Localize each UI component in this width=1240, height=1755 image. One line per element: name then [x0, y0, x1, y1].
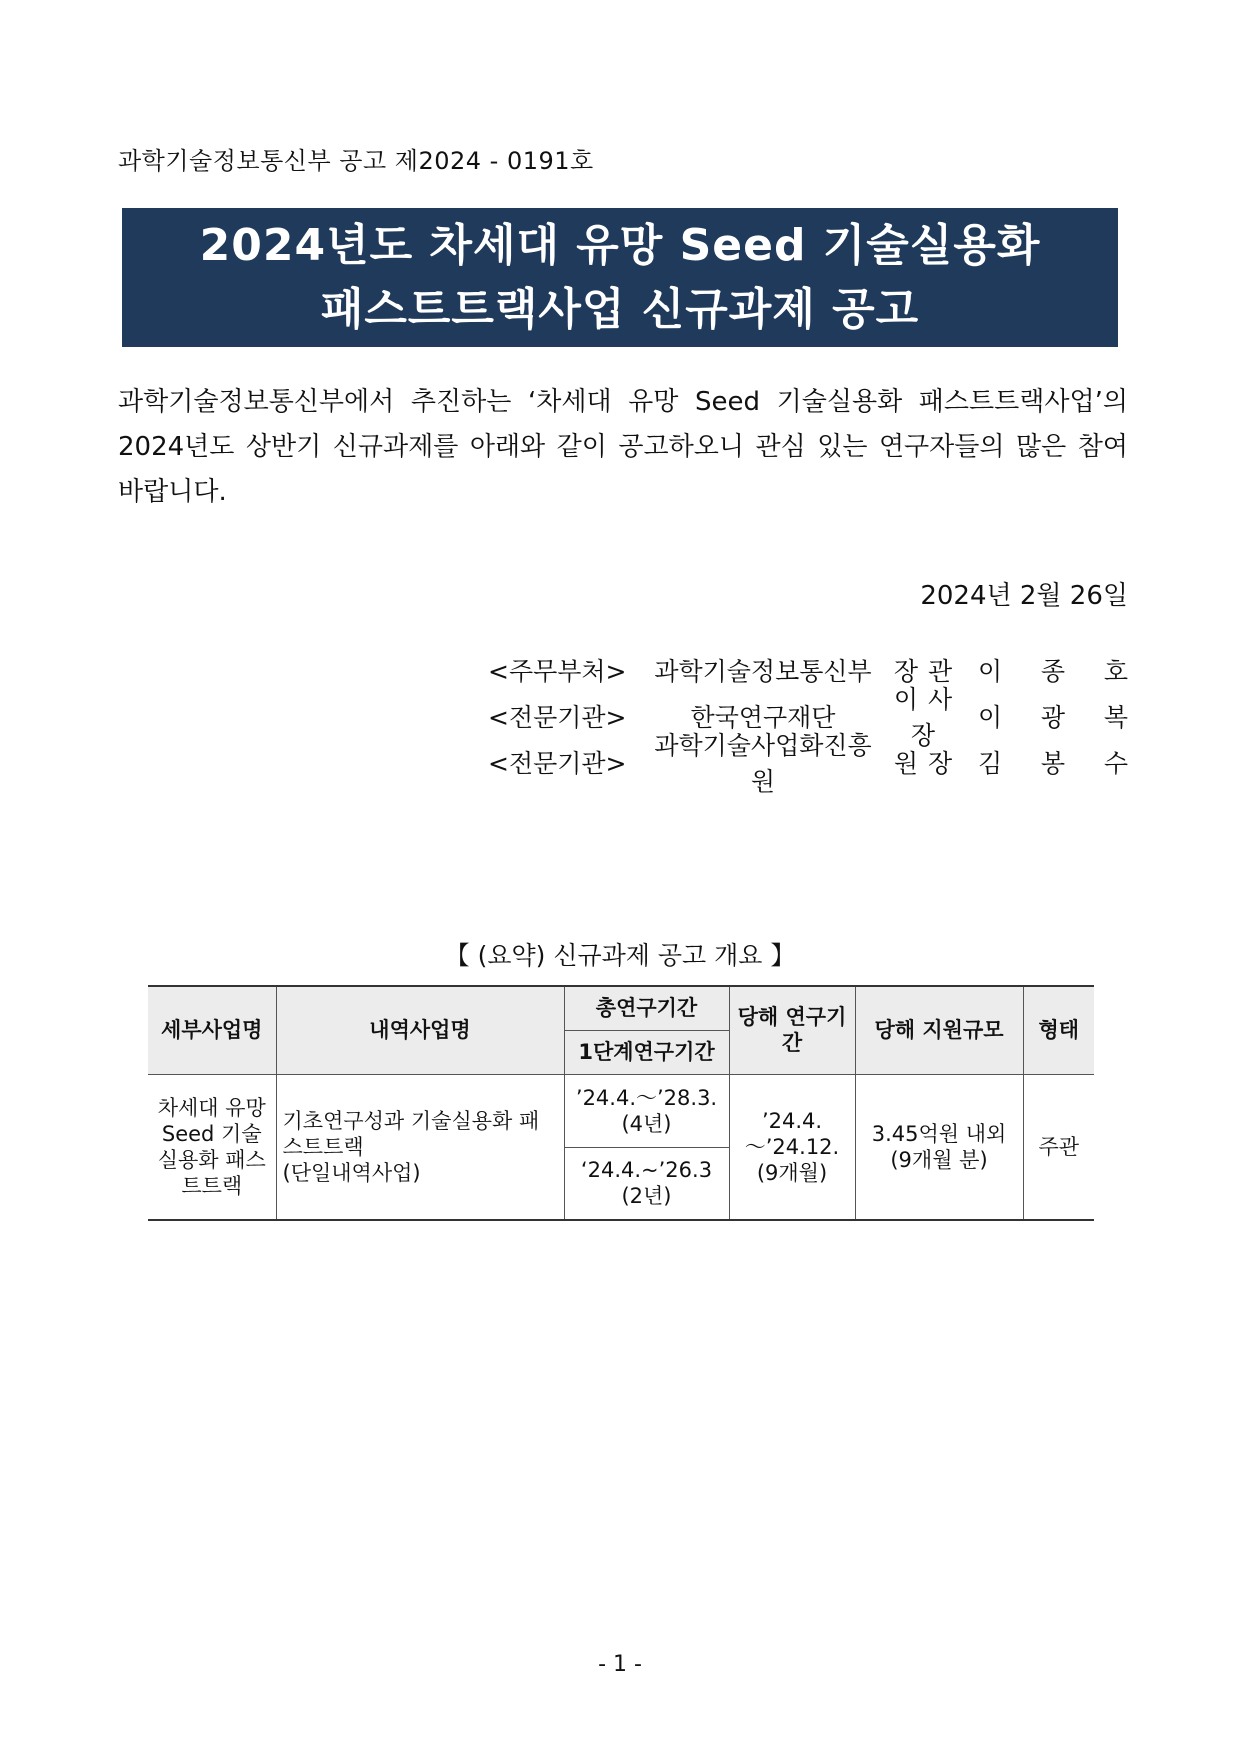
summary-title: 【 (요약) 신규과제 공고 개요 】: [444, 941, 796, 970]
title-line-1: 2024년도 차세대 유망 Seed 기술실용화: [199, 219, 1041, 271]
signer-role: <전문기관>: [488, 703, 627, 732]
title-banner: [122, 208, 1118, 347]
signer-position: 원장: [893, 749, 963, 778]
header-stage1-period: 1단계연구기간: [564, 1030, 729, 1074]
signer-name: 이 종 호: [978, 657, 1128, 686]
cell-detail-program: 기초연구성과 기술실용화 패스트트랙 (단일내역사업): [276, 1074, 564, 1220]
header-sub-program: 세부사업명: [148, 986, 276, 1074]
signer-position: 이사장: [893, 685, 963, 750]
cell-support-scale: 3.45억원 내외 (9개월 분): [855, 1074, 1023, 1220]
signer-role: <주무부처>: [488, 657, 627, 686]
title-line-2: 패스트트랙사업 신규과제 공고: [320, 283, 920, 335]
header-total-period: 총연구기간: [564, 986, 729, 1030]
notice-number: 과학기술정보통신부 공고 제2024 - 0191호: [118, 147, 594, 175]
signer-org: 한국연구재단: [690, 703, 836, 732]
signer-role: <전문기관>: [488, 749, 627, 778]
signer-name: 김 봉 수: [978, 749, 1128, 778]
cell-stage1-period: ‘24.4.~’26.3 (2년): [564, 1147, 729, 1220]
summary-table: [148, 985, 1094, 1221]
header-current-period: 당해 연구기간: [729, 986, 855, 1074]
cell-current-period: ’24.4.～’24.12. (9개월): [729, 1074, 855, 1220]
cell-type: 주관: [1023, 1074, 1094, 1220]
announcement-date: 2024년 2월 26일: [920, 581, 1128, 611]
cell-total-period: ’24.4.～’28.3. (4년): [564, 1074, 729, 1147]
cell-sub-program: 차세대 유망 Seed 기술실용화 패스트트랙: [148, 1074, 276, 1220]
signer-org: 과학기술사업화진흥원: [654, 731, 872, 796]
signer-position: 장관: [893, 657, 963, 686]
signer-org: 과학기술정보통신부: [654, 657, 872, 686]
intro-paragraph: 과학기술정보통신부에서 추진하는 ‘차세대 유망 Seed 기술실용화 패스트트랙사업’의 2024년도 상반기 신규과제를 아래와 같이 공고하오니 관심 있는 연구자들의 많은 참여 바랍니다.: [118, 387, 1128, 507]
signer-row: [488, 650, 1128, 690]
header-detail-program: 내역사업명: [276, 986, 564, 1074]
header-support-scale: 당해 지원규모: [855, 986, 1023, 1074]
signer-name: 이 광 복: [978, 703, 1128, 732]
signer-row: [488, 731, 1128, 796]
page-number: - 1 -: [598, 1652, 642, 1677]
header-type: 형태: [1023, 986, 1094, 1074]
